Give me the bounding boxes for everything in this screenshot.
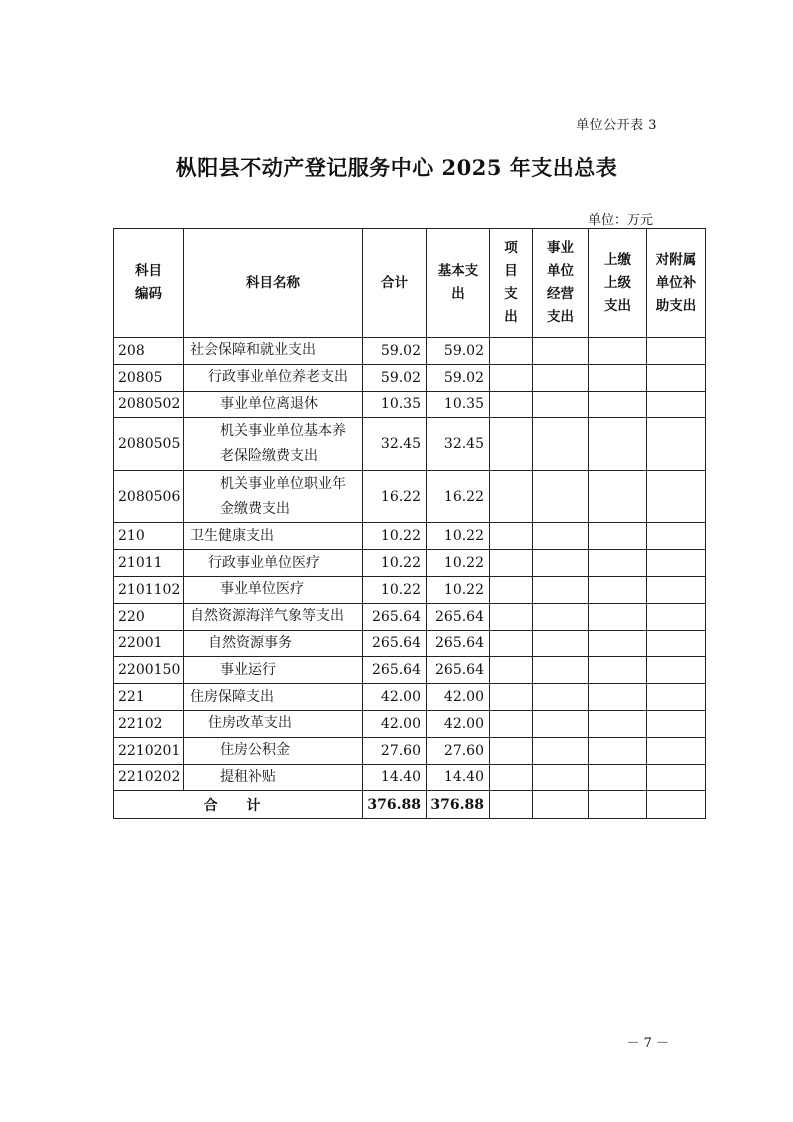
remit-superior-cell — [589, 764, 647, 791]
total-amount: 27.60 — [363, 737, 427, 764]
column-header: 事业 单位 经营 支出 — [533, 229, 589, 338]
remit-superior-cell — [589, 523, 647, 550]
total-label: 合 计 — [114, 791, 363, 819]
table-row — [114, 684, 706, 711]
business-expense-cell — [533, 418, 589, 471]
subject-name: 事业单位医疗 — [184, 576, 363, 603]
subject-name: 卫生健康支出 — [184, 523, 363, 550]
subject-name: 行政事业单位医疗 — [184, 550, 363, 577]
project-expense-cell — [490, 791, 533, 819]
remit-superior-cell — [589, 630, 647, 657]
subsidiary-subsidy-cell — [647, 470, 706, 523]
subsidiary-subsidy-cell — [647, 657, 706, 684]
table-row — [114, 338, 706, 365]
subsidiary-subsidy-cell — [647, 576, 706, 603]
subject-name: 提租补贴 — [184, 764, 363, 791]
table-number-label: 单位公开表 3 — [576, 118, 657, 133]
business-expense-cell — [533, 603, 589, 630]
subject-name: 住房改革支出 — [184, 710, 363, 737]
subject-name: 住房保障支出 — [184, 684, 363, 711]
remit-superior-cell — [589, 603, 647, 630]
subject-code: 2080506 — [114, 470, 184, 523]
basic-expense-amount: 59.02 — [427, 338, 490, 365]
remit-superior-cell — [589, 338, 647, 365]
remit-superior-cell — [589, 737, 647, 764]
page-number: － 7 － — [626, 1036, 669, 1051]
subsidiary-subsidy-cell — [647, 418, 706, 471]
business-expense-cell — [533, 576, 589, 603]
column-header: 项 目 支 出 — [490, 229, 533, 338]
basic-expense-amount: 14.40 — [427, 764, 490, 791]
project-expense-cell — [490, 737, 533, 764]
total-amount: 10.22 — [363, 523, 427, 550]
remit-superior-cell — [589, 684, 647, 711]
project-expense-cell — [490, 523, 533, 550]
basic-expense-amount: 10.22 — [427, 550, 490, 577]
total-amount: 59.02 — [363, 364, 427, 391]
remit-superior-cell — [589, 576, 647, 603]
total-amount: 10.22 — [363, 576, 427, 603]
subject-code: 2210202 — [114, 764, 184, 791]
project-expense-cell — [490, 603, 533, 630]
column-header: 基本支 出 — [427, 229, 490, 338]
subsidiary-subsidy-cell — [647, 684, 706, 711]
project-expense-cell — [490, 364, 533, 391]
table-row — [114, 603, 706, 630]
column-header: 科目 编码 — [114, 229, 184, 338]
table-row — [114, 418, 706, 471]
column-header: 合计 — [363, 229, 427, 338]
table-row — [114, 710, 706, 737]
basic-expense-amount: 10.22 — [427, 576, 490, 603]
basic-expense-amount: 16.22 — [427, 470, 490, 523]
total-row — [114, 791, 706, 819]
project-expense-cell — [490, 764, 533, 791]
table-body — [114, 338, 706, 819]
total-amount: 42.00 — [363, 710, 427, 737]
remit-superior-cell — [589, 550, 647, 577]
subject-code: 22102 — [114, 710, 184, 737]
remit-superior-cell — [589, 391, 647, 418]
business-expense-cell — [533, 630, 589, 657]
table-row — [114, 657, 706, 684]
subsidiary-subsidy-cell — [647, 710, 706, 737]
subject-name: 事业运行 — [184, 657, 363, 684]
page-title: 枞阳县不动产登记服务中心 2025 年支出总表 — [175, 155, 618, 180]
table-row — [114, 391, 706, 418]
subject-name: 自然资源海洋气象等支出 — [184, 603, 363, 630]
project-expense-cell — [490, 418, 533, 471]
project-expense-cell — [490, 576, 533, 603]
total-amount: 32.45 — [363, 418, 427, 471]
subject-code: 20805 — [114, 364, 184, 391]
column-header: 科目名称 — [184, 229, 363, 338]
business-expense-cell — [533, 470, 589, 523]
business-expense-cell — [533, 657, 589, 684]
remit-superior-cell — [589, 470, 647, 523]
business-expense-cell — [533, 523, 589, 550]
basic-expense-amount: 42.00 — [427, 710, 490, 737]
total-amount: 14.40 — [363, 764, 427, 791]
project-expense-cell — [490, 550, 533, 577]
total-amount: 10.22 — [363, 550, 427, 577]
subsidiary-subsidy-cell — [647, 338, 706, 365]
business-expense-cell — [533, 737, 589, 764]
basic-expense-amount: 32.45 — [427, 418, 490, 471]
subject-code: 2101102 — [114, 576, 184, 603]
subsidiary-subsidy-cell — [647, 791, 706, 819]
subject-name: 事业单位离退休 — [184, 391, 363, 418]
table-row — [114, 764, 706, 791]
subject-code: 2200150 — [114, 657, 184, 684]
remit-superior-cell — [589, 418, 647, 471]
table-row — [114, 364, 706, 391]
subject-code: 210 — [114, 523, 184, 550]
subject-code: 2210201 — [114, 737, 184, 764]
subsidiary-subsidy-cell — [647, 603, 706, 630]
remit-superior-cell — [589, 657, 647, 684]
basic-expense-amount: 265.64 — [427, 657, 490, 684]
total-amount: 10.35 — [363, 391, 427, 418]
subject-name: 住房公积金 — [184, 737, 363, 764]
subsidiary-subsidy-cell — [647, 630, 706, 657]
table-row — [114, 523, 706, 550]
subsidiary-subsidy-cell — [647, 550, 706, 577]
total-amount: 265.64 — [363, 603, 427, 630]
subsidiary-subsidy-cell — [647, 523, 706, 550]
subject-name: 自然资源事务 — [184, 630, 363, 657]
remit-superior-cell — [589, 364, 647, 391]
subject-code: 220 — [114, 603, 184, 630]
business-expense-cell — [533, 364, 589, 391]
project-expense-cell — [490, 710, 533, 737]
subject-code: 208 — [114, 338, 184, 365]
column-header: 对附属 单位补 助支出 — [647, 229, 706, 338]
basic-expense-amount: 27.60 — [427, 737, 490, 764]
subject-name: 机关事业单位基本养老保险缴费支出 — [184, 418, 363, 471]
business-expense-cell — [533, 791, 589, 819]
subject-code: 22001 — [114, 630, 184, 657]
subsidiary-subsidy-cell — [647, 391, 706, 418]
project-expense-cell — [490, 338, 533, 365]
subsidiary-subsidy-cell — [647, 737, 706, 764]
remit-superior-cell — [589, 710, 647, 737]
basic-expense-amount: 42.00 — [427, 684, 490, 711]
total-amount: 59.02 — [363, 338, 427, 365]
grand-total-basic: 376.88 — [427, 791, 490, 819]
subject-name: 机关事业单位职业年金缴费支出 — [184, 470, 363, 523]
subject-code: 21011 — [114, 550, 184, 577]
column-header: 上缴 上级 支出 — [589, 229, 647, 338]
business-expense-cell — [533, 391, 589, 418]
subsidiary-subsidy-cell — [647, 764, 706, 791]
business-expense-cell — [533, 684, 589, 711]
subject-name: 行政事业单位养老支出 — [184, 364, 363, 391]
total-amount: 265.64 — [363, 657, 427, 684]
business-expense-cell — [533, 710, 589, 737]
basic-expense-amount: 10.35 — [427, 391, 490, 418]
project-expense-cell — [490, 470, 533, 523]
subject-name: 社会保障和就业支出 — [184, 338, 363, 365]
table-row — [114, 470, 706, 523]
total-amount: 16.22 — [363, 470, 427, 523]
basic-expense-amount: 10.22 — [427, 523, 490, 550]
business-expense-cell — [533, 550, 589, 577]
table-row — [114, 737, 706, 764]
subject-code: 2080502 — [114, 391, 184, 418]
subject-code: 221 — [114, 684, 184, 711]
subject-code: 2080505 — [114, 418, 184, 471]
subsidiary-subsidy-cell — [647, 364, 706, 391]
project-expense-cell — [490, 391, 533, 418]
table-row — [114, 550, 706, 577]
project-expense-cell — [490, 630, 533, 657]
grand-total-amount: 376.88 — [363, 791, 427, 819]
project-expense-cell — [490, 657, 533, 684]
basic-expense-amount: 265.64 — [427, 603, 490, 630]
unit-label: 单位：万元 — [587, 213, 653, 228]
table-row — [114, 576, 706, 603]
project-expense-cell — [490, 684, 533, 711]
basic-expense-amount: 265.64 — [427, 630, 490, 657]
remit-superior-cell — [589, 791, 647, 819]
total-amount: 265.64 — [363, 630, 427, 657]
business-expense-cell — [533, 338, 589, 365]
business-expense-cell — [533, 764, 589, 791]
table-header-row — [114, 229, 706, 338]
expense-table — [113, 228, 706, 819]
total-amount: 42.00 — [363, 684, 427, 711]
table-row — [114, 630, 706, 657]
basic-expense-amount: 59.02 — [427, 364, 490, 391]
